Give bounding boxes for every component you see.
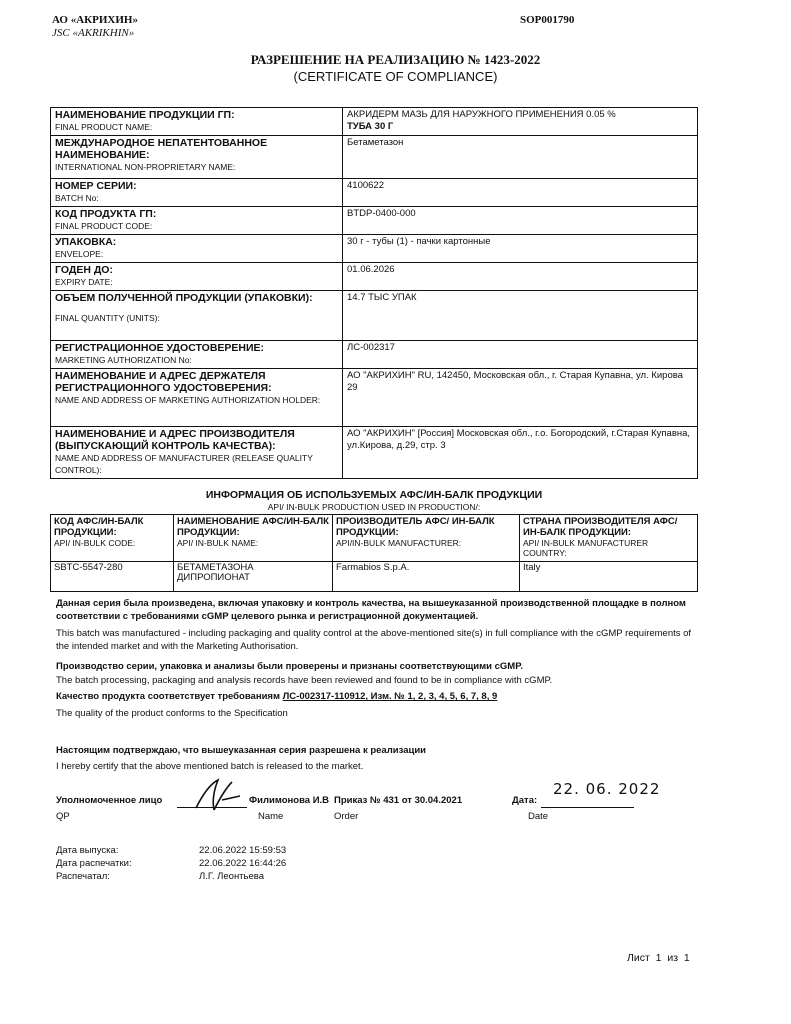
field-label-ru: НОМЕР СЕРИИ: <box>55 180 137 192</box>
table-row <box>51 291 698 341</box>
table-row <box>51 263 698 291</box>
field-value <box>343 136 698 179</box>
field-label-en: FINAL PRODUCT NAME: <box>55 122 153 132</box>
company-name-ru: АО «АКРИХИН» <box>52 14 138 26</box>
field-value-text: 30 г - тубы (1) - пачки картонные <box>347 236 491 247</box>
api-header-cell <box>333 515 520 562</box>
table-row <box>51 136 698 179</box>
field-value <box>343 341 698 369</box>
statement-2-ru: Производство серии, упаковка и анализы были проверены и признаны соответствующими cGMP. <box>56 661 523 672</box>
api-header-ru: ПРОИЗВОДИТЕЛЬ АФС/ ИН-БАЛК ПРОДУКЦИИ: <box>336 516 495 538</box>
page-number: Лист 1 из 1 <box>627 952 690 964</box>
field-label <box>51 179 343 207</box>
field-label-en: NAME AND ADDRESS OF MARKETING AUTHORIZATION HOLDER: <box>55 395 321 405</box>
field-label <box>51 369 343 427</box>
field-value-text: АО "АКРИХИН" [Россия] Московская обл., г.о. Богородский, г.Старая Купавна, ул.Кирова, д.29, стр. 3 <box>347 428 691 451</box>
date-label: Дата: <box>512 795 538 806</box>
field-value-text: 4100622 <box>347 180 384 191</box>
field-label-ru: ОБЪЕМ ПОЛУЧЕННОЙ ПРОДУКЦИИ (УПАКОВКИ): <box>55 292 313 304</box>
statement-3-text: Качество продукта соответствует требованиям <box>56 691 280 702</box>
table-row <box>51 179 698 207</box>
api-table-header <box>51 515 698 562</box>
field-label-en: EXPIRY DATE: <box>55 277 113 287</box>
company-name-en: JSC «AKRIKHIN» <box>52 27 135 39</box>
handwritten-date: 22. 06. 2022 <box>553 780 661 798</box>
field-label <box>51 207 343 235</box>
name-label-en: Name <box>258 811 284 822</box>
field-label-en: BATCH No: <box>55 193 99 203</box>
statement-2-en: The batch processing, packaging and analysis records have been reviewed and found to be in compliance with cGMP. <box>56 675 553 686</box>
field-label-en: INTERNATIONAL NON-PROPRIETARY NAME: <box>55 162 236 172</box>
api-table <box>50 514 698 592</box>
table-row <box>51 108 698 136</box>
field-label-ru: НАИМЕНОВАНИЕ И АДРЕС ПРОИЗВОДИТЕЛЯ (ВЫПУСКАЮЩИЙ КОНТРОЛЬ КАЧЕСТВА): <box>55 428 295 452</box>
field-label-en: FINAL PRODUCT CODE: <box>55 221 153 231</box>
field-label-ru: НАИМЕНОВАНИЕ И АДРЕС ДЕРЖАТЕЛЯ РЕГИСТРАЦИОННОГО УДОСТОВЕРЕНИЯ: <box>55 370 272 394</box>
api-header-cell <box>174 515 333 562</box>
printed-by-value: Л.Г. Леонтьева <box>199 871 264 882</box>
field-value <box>343 179 698 207</box>
qp-label: Уполномоченное лицо <box>56 795 163 806</box>
field-label-en: NAME AND ADDRESS OF MANUFACTURER (RELEASE QUALITY CONTROL): <box>55 453 313 475</box>
statement-3-en: The quality of the product conforms to the Specification <box>56 708 288 719</box>
printed-by-label: Распечатал: <box>56 871 110 882</box>
print-date-label: Дата распечатки: <box>56 858 132 869</box>
field-value <box>343 427 698 479</box>
api-header-ru: КОД АФС/ИН-БАЛК ПРОДУКЦИИ: <box>54 516 144 538</box>
field-value-text: Бетаметазон <box>347 137 404 148</box>
field-value <box>343 108 698 136</box>
api-header-cell <box>520 515 698 562</box>
qp-name: Филимонова И.В <box>249 795 330 806</box>
certification-ru: Настоящим подтверждаю, что вышеуказанная серия разрешена к реализации <box>56 745 426 756</box>
field-value <box>343 291 698 341</box>
signature-scribble-icon <box>192 776 244 814</box>
table-row <box>51 562 698 592</box>
field-label-en: FINAL QUANTITY (UNITS): <box>55 313 160 323</box>
page-subtitle: (CERTIFICATE OF COMPLIANCE) <box>293 69 498 84</box>
specification-reference: ЛС-002317-110912, Изм. № 1, 2, 3, 4, 5, 6, 7, 8, 9 <box>282 691 498 702</box>
table-row <box>51 207 698 235</box>
field-value-text: 01.06.2026 <box>347 264 395 275</box>
statement-3-ru <box>56 690 696 703</box>
field-label-ru: РЕГИСТРАЦИОННОЕ УДОСТОВЕРЕНИЕ: <box>55 342 265 354</box>
qp-label-en: QP <box>56 811 70 822</box>
order-ref: Приказ № 431 от 30.04.2021 <box>334 795 463 806</box>
field-label <box>51 108 343 136</box>
api-header-en: API/ IN-BULK MANUFACTURER COUNTRY: <box>523 538 649 558</box>
api-name: БЕТАМЕТАЗОНА ДИПРОПИОНАТ <box>174 562 333 592</box>
api-header-en: API/IN-BULK MANUFACTURER: <box>336 538 462 548</box>
field-label <box>51 341 343 369</box>
field-value-text: АКРИДЕРМ МАЗЬ ДЛЯ НАРУЖНОГО ПРИМЕНЕНИЯ 0.05 % <box>347 109 616 120</box>
field-value-text: ЛС-002317 <box>347 342 395 353</box>
api-header-ru: СТРАНА ПРОИЗВОДИТЕЛЯ АФС/ ИН-БАЛК ПРОДУКЦИИ: <box>523 516 678 538</box>
api-section-title: ИНФОРМАЦИЯ ОБ ИСПОЛЬЗУЕМЫХ АФС/ИН-БАЛК ПРОДУКЦИИ <box>205 489 543 501</box>
table-row <box>51 235 698 263</box>
order-label-en: Order <box>334 811 359 822</box>
api-code: SBTC-5547-280 <box>51 562 174 592</box>
product-info-table <box>50 107 698 479</box>
field-value-text-2: ТУБА 30 Г <box>347 121 394 132</box>
api-header-en: API/ IN-BULK NAME: <box>177 538 259 548</box>
api-header-en: API/ IN-BULK CODE: <box>54 538 136 548</box>
field-label-ru: УПАКОВКА: <box>55 236 117 248</box>
date-line <box>541 807 634 808</box>
api-section-subtitle: API/ IN-BULK PRODUCTION USED IN PRODUCTION/: <box>267 502 481 512</box>
issue-date-value: 22.06.2022 15:59:53 <box>199 845 287 856</box>
date-label-en: Date <box>528 811 549 822</box>
api-header-cell <box>51 515 174 562</box>
certification-en: I hereby certify that the above mentioned batch is released to the market. <box>56 761 364 772</box>
field-label <box>51 136 343 179</box>
statement-1-ru: Данная серия была произведена, включая упаковку и контроль качества, на вышеуказанной производственной площадке в полном соответствии с требованиями cGMP целевого рынка и регистрационной документацией. <box>56 598 686 622</box>
page-title: РАЗРЕШЕНИЕ НА РЕАЛИЗАЦИЮ № 1423-2022 <box>250 52 541 67</box>
field-label <box>51 235 343 263</box>
print-date-value: 22.06.2022 16:44:26 <box>199 858 287 869</box>
table-row <box>51 427 698 479</box>
field-value-text: BTDP-0400-000 <box>347 208 416 219</box>
field-value <box>343 235 698 263</box>
field-label-ru: НАИМЕНОВАНИЕ ПРОДУКЦИИ ГП: <box>55 109 235 121</box>
field-label-ru: ГОДЕН ДО: <box>55 264 113 276</box>
api-header-ru: НАИМЕНОВАНИЕ АФС/ИН-БАЛК ПРОДУКЦИИ: <box>177 516 329 538</box>
doc-code: SOP001790 <box>520 14 575 26</box>
field-label <box>51 427 343 479</box>
field-label <box>51 263 343 291</box>
table-row <box>51 369 698 427</box>
field-value <box>343 369 698 427</box>
field-label-ru: МЕЖДУНАРОДНОЕ НЕПАТЕНТОВАННОЕ НАИМЕНОВАНИЕ: <box>55 137 268 161</box>
field-label-ru: КОД ПРОДУКТА ГП: <box>55 208 157 220</box>
field-label-en: MARKETING AUTHORIZATION No: <box>55 355 192 365</box>
field-value <box>343 263 698 291</box>
field-label <box>51 291 343 341</box>
api-country: Italy <box>520 562 698 592</box>
company-name <box>52 14 138 40</box>
statement-1-en: This batch was manufactured - including packaging and quality control at the above-mentioned site(s) in full compliance with the cGMP requirements of the intended market and with the Marketing Authorisation. <box>56 628 692 652</box>
field-value <box>343 207 698 235</box>
api-manufacturer: Farmabios S.p.A. <box>333 562 520 592</box>
field-value-text: АО "АКРИХИН" RU, 142450, Московская обл., г. Старая Купавна, ул. Кирова 29 <box>347 370 683 393</box>
field-value-text: 14.7 ТЫС УПАК <box>347 292 417 303</box>
issue-date-label: Дата выпуска: <box>56 845 119 856</box>
table-row <box>51 341 698 369</box>
field-label-en: ENVELOPE: <box>55 249 104 259</box>
